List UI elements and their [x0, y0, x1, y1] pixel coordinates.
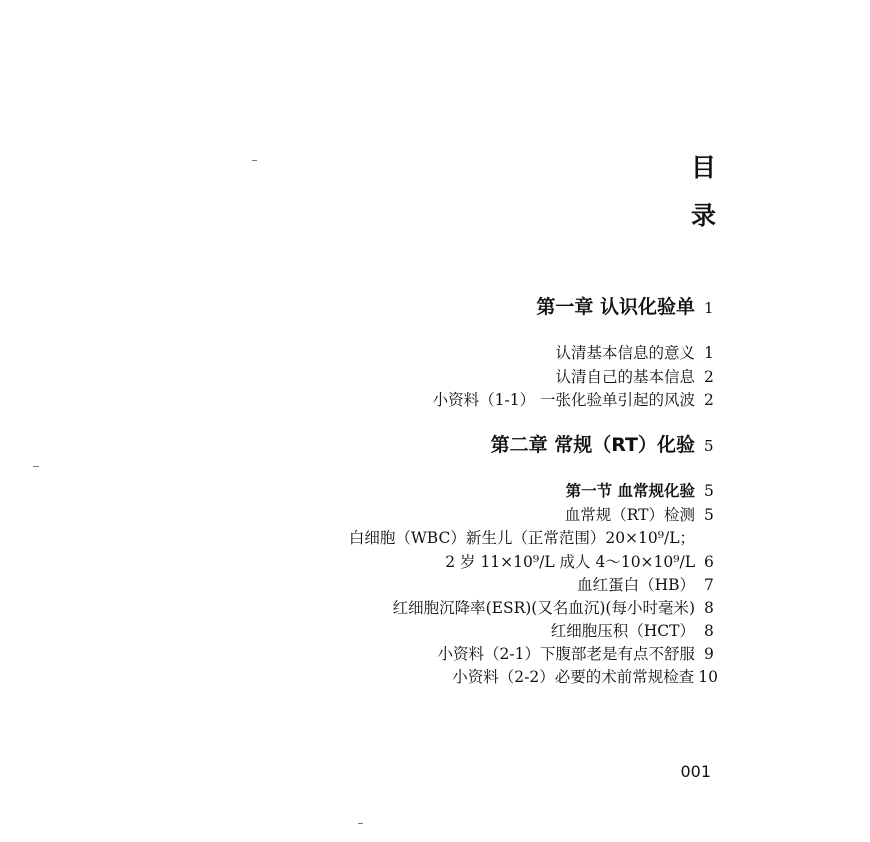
toc-entry[interactable] — [433, 393, 714, 409]
scan-speck — [252, 160, 257, 161]
toc-entry-page: 9 — [704, 645, 714, 663]
toc-entry[interactable] — [393, 601, 714, 617]
toc-entry-text: 第一节 血常规化验 — [565, 482, 695, 500]
toc-entry-text: 认清自己的基本信息 — [555, 368, 695, 386]
toc-entry-text: 第一章 认识化验单 — [536, 296, 695, 318]
toc-entry-page: 7 — [704, 576, 714, 594]
scan-speck — [358, 823, 363, 824]
toc-chapter-1[interactable] — [536, 298, 714, 317]
toc-entry-text: 红细胞沉降率(ESR)(又名血沉)(每小时毫米) — [392, 599, 695, 617]
toc-section-1[interactable] — [566, 484, 714, 500]
toc-entry-text: 小资料（1-1） 一张化验单引起的风波 — [432, 391, 695, 409]
toc-entry-text: 血常规（RT）检测 — [564, 506, 695, 524]
toc-entry-page: 5 — [704, 506, 714, 524]
toc-title-char-lu: 录 — [690, 201, 716, 230]
toc-entry[interactable] — [555, 346, 714, 362]
toc-entry-text: 小资料（2-1）下腹部老是有点不舒服 — [437, 645, 695, 663]
toc-entry-page: 6 — [704, 553, 714, 571]
toc-chapter-2[interactable] — [491, 436, 714, 455]
toc-entry-text: 红细胞压积（HCT） — [550, 622, 695, 640]
toc-entry-page: 1 — [704, 299, 714, 317]
toc-title-char-mu: 目 — [690, 153, 716, 182]
toc-entry-page: 8 — [704, 599, 714, 617]
toc-entry[interactable] — [565, 508, 714, 524]
toc-entry-page: 1 — [704, 344, 714, 362]
toc-entry-text: 2 岁 11×10⁹/L 成人 4～10×10⁹/L — [445, 553, 695, 571]
toc-entry-page: 2 — [704, 368, 714, 386]
toc-entry-page: 2 — [704, 391, 714, 409]
toc-entry[interactable] — [555, 370, 714, 386]
toc-entry-text: 第二章 常规（RT）化验 — [490, 434, 695, 456]
toc-entry[interactable] — [349, 531, 695, 547]
toc-entry-page: 5 — [704, 482, 714, 500]
toc-entry-text: 血红蛋白（HB） — [577, 576, 695, 594]
toc-entry-page: 8 — [704, 622, 714, 640]
toc-entry-page: 10 — [698, 668, 718, 686]
toc-entry[interactable] — [452, 670, 718, 686]
scan-speck — [33, 466, 39, 467]
toc-entry-text: 小资料（2-2）必要的术前常规检查 — [452, 668, 695, 686]
toc-entry[interactable] — [445, 555, 714, 571]
toc-entry-page: 5 — [704, 437, 714, 455]
toc-entry-text: 认清基本信息的意义 — [555, 344, 695, 362]
toc-entry[interactable] — [577, 578, 714, 594]
toc-entry[interactable] — [438, 647, 714, 663]
toc-entry[interactable] — [551, 624, 714, 640]
page-number: 001 — [680, 762, 711, 781]
toc-entry-text: 白细胞（WBC）新生儿（正常范围）20×10⁹/L； — [348, 529, 695, 547]
